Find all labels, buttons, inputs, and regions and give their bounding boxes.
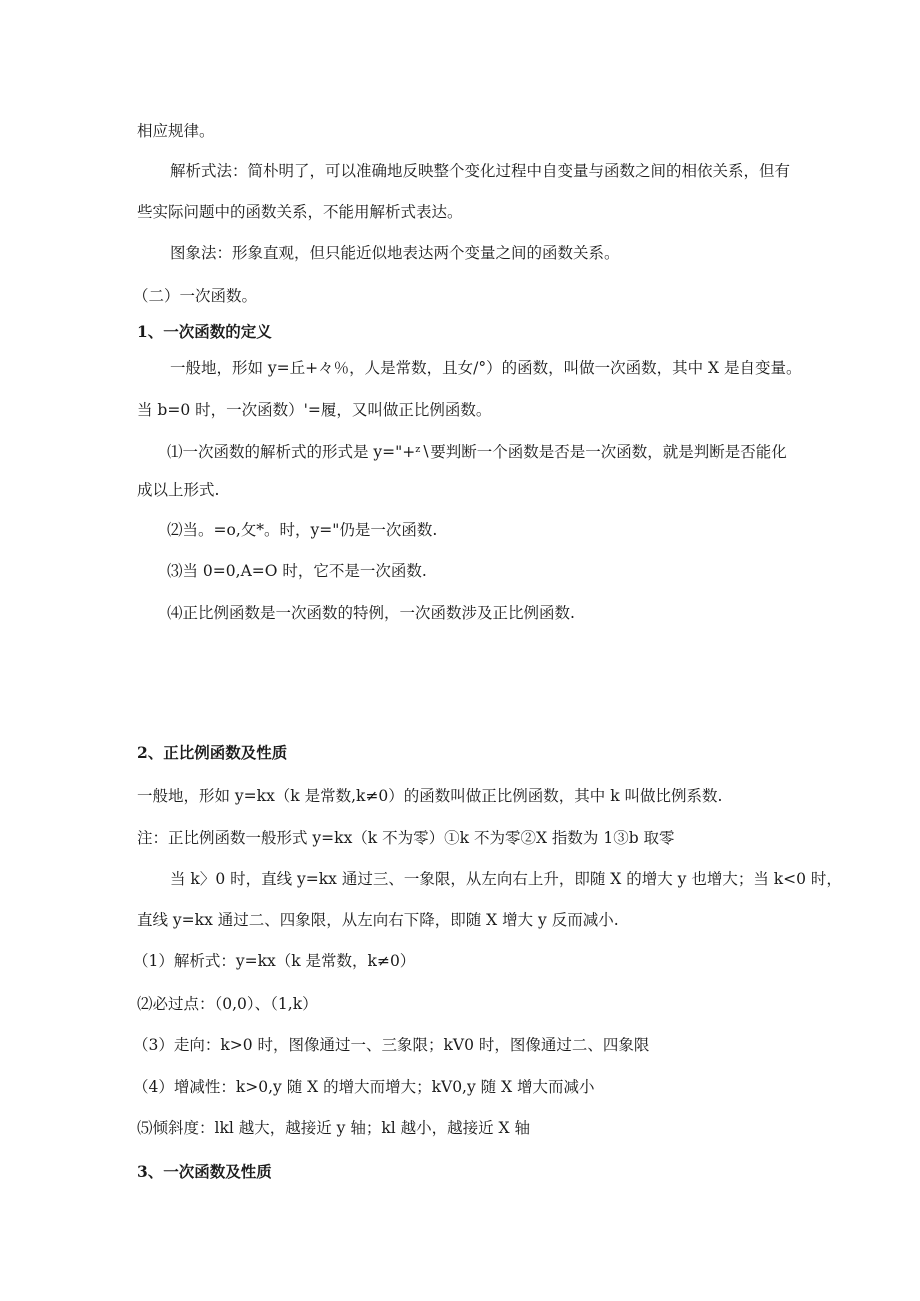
section-heading: 1、一次函数的定义 — [137, 322, 272, 341]
text-line: 解析式法：简朴明了，可以准确地反映整个变化过程中自变量与函数之间的相依关系，但有 — [170, 162, 791, 180]
text-line: ⑵当。=o,攵*。时，y="仍是一次函数. — [167, 521, 438, 539]
text-line: 当 k〉0 时，直线 y=kx 通过三、一象限，从左向右上升，即随 X 的增大 y 也增大；当 k<0 时， — [170, 870, 842, 888]
text-line: （4）增减性：k>0,y 随 X 的增大而增大；kV0,y 随 X 增大而减小 — [133, 1078, 595, 1096]
text-line: 一般地，形如 y=kx（k 是常数,k≠0）的函数叫做正比例函数，其中 k 叫做比例系数. — [137, 787, 723, 805]
text-line: ⑴一次函数的解析式的形式是 y="+ᶻ∖要判断一个函数是否是一次函数，就是判断是否能化 — [167, 443, 787, 461]
text-line: （二）一次函数。 — [133, 287, 258, 305]
text-line: （1）解析式：y=kx（k 是常数，k≠0） — [133, 952, 416, 970]
text-line: 注：正比例函数一般形式 y=kx（k 不为零）①k 不为零②X 指数为 1③b 取零 — [137, 829, 675, 847]
text-line: 直线 y=kx 通过二、四象限，从左向右下降，即随 X 增大 y 反而减小. — [137, 911, 619, 929]
text-line: 图象法：形象直观，但只能近似地表达两个变量之间的函数关系。 — [170, 244, 620, 262]
text-line: 些实际问题中的函数关系，不能用解析式表达。 — [137, 203, 463, 221]
text-line: 一般地，形如 y=丘+々％，人是常数，且女/°）的函数，叫做一次函数，其中 X 是自变量。 — [170, 359, 802, 377]
text-line: ⑸倾斜度：lkl 越大，越接近 y 轴；kl 越小，越接近 X 轴 — [137, 1119, 531, 1137]
text-line: 当 b=0 时，一次函数）'=履，又叫做正比例函数。 — [137, 401, 492, 419]
section-heading: 3、一次函数及性质 — [137, 1162, 272, 1181]
text-line: 成以上形式. — [137, 481, 220, 499]
text-line: （3）走向：k>0 时，图像通过一、三象限；kV0 时，图像通过二、四象限 — [133, 1036, 650, 1054]
text-line: ⑶当 0=0,A=O 时，它不是一次函数. — [167, 562, 427, 580]
section-heading: 2、正比例函数及性质 — [137, 743, 288, 762]
text-line: 相应规律。 — [137, 122, 215, 140]
text-line: ⑷正比例函数是一次函数的特例，一次函数涉及正比例函数. — [167, 604, 575, 622]
text-line: ⑵必过点：（0,0）、（1,k） — [137, 995, 318, 1013]
